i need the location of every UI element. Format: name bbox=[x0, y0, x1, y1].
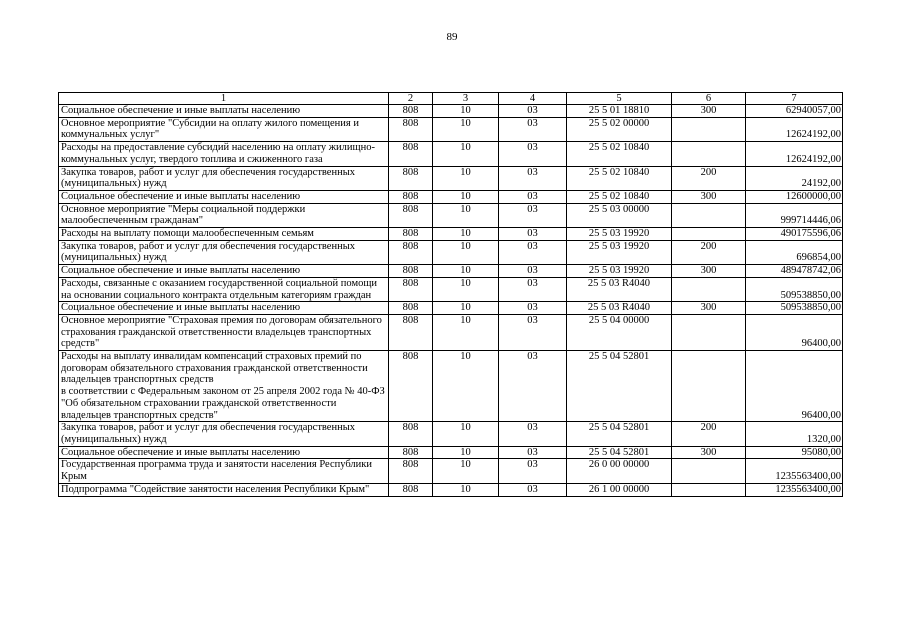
col-header-4: 4 bbox=[499, 93, 567, 105]
row-name: Расходы на выплату инвалидам компенсаций страховых премий по договорам обязательного страхования гражданской ответственности владельцев транспортных средств в соответствии с Федеральным законом от 25 апреля 2002 года № 40-ФЗ "Об обязательном страховании гражданской ответственности владельцев транспортных средств" bbox=[59, 351, 389, 422]
row-amount: 999714446,06 bbox=[746, 203, 843, 227]
row-target: 26 0 00 00000 bbox=[567, 459, 672, 483]
row-section: 10 bbox=[433, 446, 499, 459]
budget-table bbox=[58, 92, 843, 497]
row-section: 10 bbox=[433, 277, 499, 301]
row-section: 10 bbox=[433, 459, 499, 483]
row-code: 808 bbox=[389, 446, 433, 459]
row-name: Социальное обеспечение и иные выплаты населению bbox=[59, 265, 389, 278]
table-row bbox=[59, 446, 843, 459]
row-section: 10 bbox=[433, 240, 499, 264]
table-row bbox=[59, 142, 843, 166]
row-type bbox=[672, 142, 746, 166]
table-row bbox=[59, 422, 843, 446]
row-amount: 96400,00 bbox=[746, 314, 843, 350]
row-name: Закупка товаров, работ и услуг для обеспечения государственных (муниципальных) нужд bbox=[59, 422, 389, 446]
row-subsection: 03 bbox=[499, 265, 567, 278]
row-name: Закупка товаров, работ и услуг для обеспечения государственных (муниципальных) нужд bbox=[59, 240, 389, 264]
row-type: 300 bbox=[672, 265, 746, 278]
row-subsection: 03 bbox=[499, 228, 567, 241]
row-code: 808 bbox=[389, 117, 433, 141]
row-type: 300 bbox=[672, 302, 746, 315]
row-subsection: 03 bbox=[499, 351, 567, 422]
row-section: 10 bbox=[433, 105, 499, 118]
row-subsection: 03 bbox=[499, 105, 567, 118]
row-amount: 12600000,00 bbox=[746, 190, 843, 203]
row-type bbox=[672, 483, 746, 496]
table-row bbox=[59, 302, 843, 315]
table-row bbox=[59, 228, 843, 241]
row-target: 25 5 03 19920 bbox=[567, 228, 672, 241]
row-name: Социальное обеспечение и иные выплаты населению bbox=[59, 105, 389, 118]
table-row bbox=[59, 166, 843, 190]
row-target: 25 5 04 52801 bbox=[567, 446, 672, 459]
row-type: 200 bbox=[672, 422, 746, 446]
row-code: 808 bbox=[389, 277, 433, 301]
row-target: 25 5 02 00000 bbox=[567, 117, 672, 141]
col-header-3: 3 bbox=[433, 93, 499, 105]
row-code: 808 bbox=[389, 483, 433, 496]
row-code: 808 bbox=[389, 265, 433, 278]
row-name: Социальное обеспечение и иные выплаты населению bbox=[59, 446, 389, 459]
row-section: 10 bbox=[433, 117, 499, 141]
row-type bbox=[672, 277, 746, 301]
row-target: 25 5 01 18810 bbox=[567, 105, 672, 118]
col-header-5: 5 bbox=[567, 93, 672, 105]
row-subsection: 03 bbox=[499, 277, 567, 301]
row-type: 200 bbox=[672, 166, 746, 190]
row-target: 25 5 03 00000 bbox=[567, 203, 672, 227]
row-type: 300 bbox=[672, 105, 746, 118]
row-section: 10 bbox=[433, 142, 499, 166]
row-section: 10 bbox=[433, 422, 499, 446]
row-amount: 509538850,00 bbox=[746, 302, 843, 315]
row-amount: 96400,00 bbox=[746, 351, 843, 422]
row-name: Государственная программа труда и занятости населения Республики Крым bbox=[59, 459, 389, 483]
row-target: 25 5 03 19920 bbox=[567, 240, 672, 264]
row-subsection: 03 bbox=[499, 422, 567, 446]
row-type bbox=[672, 351, 746, 422]
row-type bbox=[672, 459, 746, 483]
row-type: 300 bbox=[672, 190, 746, 203]
row-name: Социальное обеспечение и иные выплаты населению bbox=[59, 302, 389, 315]
table-row bbox=[59, 203, 843, 227]
row-section: 10 bbox=[433, 302, 499, 315]
row-amount: 489478742,06 bbox=[746, 265, 843, 278]
row-type: 200 bbox=[672, 240, 746, 264]
col-header-2: 2 bbox=[389, 93, 433, 105]
row-name: Подпрограмма "Содействие занятости населения Республики Крым" bbox=[59, 483, 389, 496]
row-subsection: 03 bbox=[499, 142, 567, 166]
row-subsection: 03 bbox=[499, 302, 567, 315]
row-code: 808 bbox=[389, 302, 433, 315]
row-amount: 509538850,00 bbox=[746, 277, 843, 301]
row-code: 808 bbox=[389, 190, 433, 203]
table-row bbox=[59, 240, 843, 264]
row-amount: 1235563400,00 bbox=[746, 459, 843, 483]
row-name: Социальное обеспечение и иные выплаты населению bbox=[59, 190, 389, 203]
row-amount: 490175596,06 bbox=[746, 228, 843, 241]
row-subsection: 03 bbox=[499, 314, 567, 350]
row-name: Расходы на предоставление субсидий населению на оплату жилищно-коммунальных услуг, твердого топлива и сжиженного газа bbox=[59, 142, 389, 166]
row-amount: 95080,00 bbox=[746, 446, 843, 459]
col-header-6: 6 bbox=[672, 93, 746, 105]
table-row bbox=[59, 265, 843, 278]
row-code: 808 bbox=[389, 142, 433, 166]
row-subsection: 03 bbox=[499, 190, 567, 203]
row-target: 26 1 00 00000 bbox=[567, 483, 672, 496]
row-amount: 12624192,00 bbox=[746, 142, 843, 166]
row-name: Закупка товаров, работ и услуг для обеспечения государственных (муниципальных) нужд bbox=[59, 166, 389, 190]
row-target: 25 5 03 19920 bbox=[567, 265, 672, 278]
table-row bbox=[59, 117, 843, 141]
row-amount: 696854,00 bbox=[746, 240, 843, 264]
row-code: 808 bbox=[389, 240, 433, 264]
table-row bbox=[59, 105, 843, 118]
row-section: 10 bbox=[433, 314, 499, 350]
row-subsection: 03 bbox=[499, 203, 567, 227]
row-code: 808 bbox=[389, 105, 433, 118]
row-section: 10 bbox=[433, 190, 499, 203]
row-name: Основное мероприятие "Субсидии на оплату жилого помещения и коммунальных услуг" bbox=[59, 117, 389, 141]
row-amount: 1320,00 bbox=[746, 422, 843, 446]
row-code: 808 bbox=[389, 459, 433, 483]
row-target: 25 5 02 10840 bbox=[567, 166, 672, 190]
col-header-1: 1 bbox=[59, 93, 389, 105]
row-amount: 1235563400,00 bbox=[746, 483, 843, 496]
row-code: 808 bbox=[389, 314, 433, 350]
row-type bbox=[672, 314, 746, 350]
row-section: 10 bbox=[433, 483, 499, 496]
row-type bbox=[672, 203, 746, 227]
table-row bbox=[59, 483, 843, 496]
row-code: 808 bbox=[389, 203, 433, 227]
row-subsection: 03 bbox=[499, 459, 567, 483]
row-target: 25 5 03 R4040 bbox=[567, 302, 672, 315]
row-section: 10 bbox=[433, 265, 499, 278]
row-amount: 12624192,00 bbox=[746, 117, 843, 141]
row-type bbox=[672, 228, 746, 241]
row-name: Расходы, связанные с оказанием государственной социальной помощи на основании социального контракта отдельным категориям граждан bbox=[59, 277, 389, 301]
row-amount: 62940057,00 bbox=[746, 105, 843, 118]
page-number: 89 bbox=[446, 31, 458, 43]
table-row bbox=[59, 351, 843, 422]
row-target: 25 5 02 10840 bbox=[567, 190, 672, 203]
row-name: Основное мероприятие "Меры социальной поддержки малообеспеченным гражданам" bbox=[59, 203, 389, 227]
row-section: 10 bbox=[433, 228, 499, 241]
row-code: 808 bbox=[389, 228, 433, 241]
row-section: 10 bbox=[433, 166, 499, 190]
row-subsection: 03 bbox=[499, 166, 567, 190]
col-header-7: 7 bbox=[746, 93, 843, 105]
row-target: 25 5 04 00000 bbox=[567, 314, 672, 350]
row-section: 10 bbox=[433, 351, 499, 422]
row-type bbox=[672, 117, 746, 141]
row-code: 808 bbox=[389, 422, 433, 446]
row-subsection: 03 bbox=[499, 483, 567, 496]
row-target: 25 5 04 52801 bbox=[567, 422, 672, 446]
row-subsection: 03 bbox=[499, 240, 567, 264]
table-row bbox=[59, 459, 843, 483]
row-amount: 24192,00 bbox=[746, 166, 843, 190]
table-row bbox=[59, 190, 843, 203]
row-subsection: 03 bbox=[499, 446, 567, 459]
row-code: 808 bbox=[389, 166, 433, 190]
row-name: Основное мероприятие "Страховая премия по договорам обязательного страхования гражданской ответственности владельцев транспортных средств" bbox=[59, 314, 389, 350]
header-row bbox=[59, 93, 843, 105]
row-name: Расходы на выплату помощи малообеспеченным семьям bbox=[59, 228, 389, 241]
row-target: 25 5 03 R4040 bbox=[567, 277, 672, 301]
row-target: 25 5 04 52801 bbox=[567, 351, 672, 422]
row-type: 300 bbox=[672, 446, 746, 459]
table-row bbox=[59, 277, 843, 301]
row-code: 808 bbox=[389, 351, 433, 422]
row-target: 25 5 02 10840 bbox=[567, 142, 672, 166]
table-row bbox=[59, 314, 843, 350]
row-section: 10 bbox=[433, 203, 499, 227]
row-subsection: 03 bbox=[499, 117, 567, 141]
